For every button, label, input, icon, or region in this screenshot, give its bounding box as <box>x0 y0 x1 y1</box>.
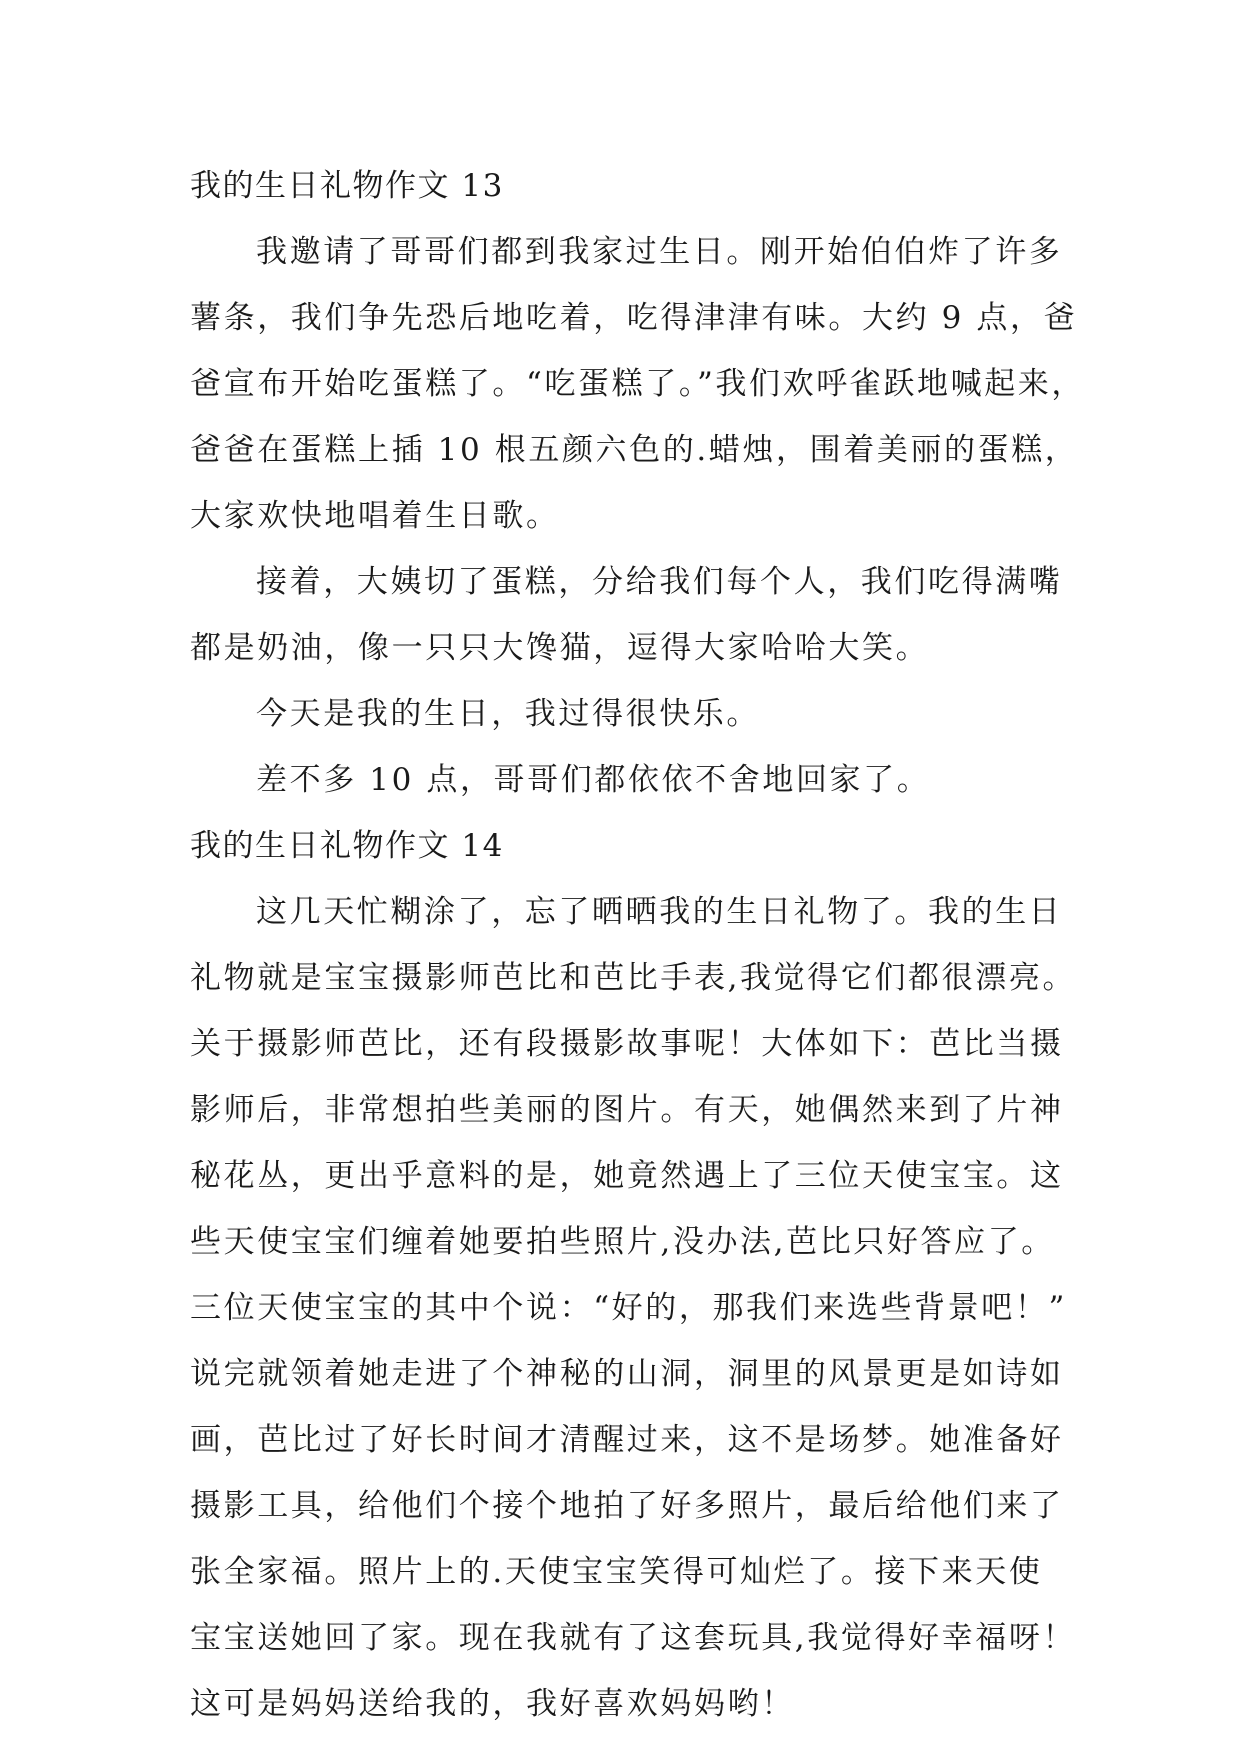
text-line: 秘花丛，更出乎意料的是，她竟然遇上了三位天使宝宝。这 <box>190 1158 1064 1194</box>
essay-title: 我的生日礼物作文 13 <box>190 168 504 204</box>
essay-text <box>190 158 1085 1742</box>
text-line: 摄影工具，给他们个接个地拍了好多照片，最后给他们来了 <box>190 1488 1064 1524</box>
text-line: 这几天忙糊涂了，忘了晒晒我的生日礼物了。我的生日 <box>256 894 1063 930</box>
text-line: 今天是我的生日，我过得很快乐。 <box>256 696 760 732</box>
text-line: 张全家福。照片上的.天使宝宝笑得可灿烂了。接下来天使 <box>190 1554 1043 1590</box>
text-line: 差不多 10 点，哥哥们都依依不舍地回家了。 <box>256 762 931 798</box>
text-line: 礼物就是宝宝摄影师芭比和芭比手表,我觉得它们都很漂亮。 <box>190 960 1077 996</box>
essay-title: 我的生日礼物作文 14 <box>190 828 504 864</box>
text-line: 这可是妈妈送给我的，我好喜欢妈妈哟！ <box>190 1686 795 1722</box>
text-line: 影师后，非常想拍些美丽的图片。有天，她偶然来到了片神 <box>190 1092 1064 1128</box>
text-line: 宝宝送她回了家。现在我就有了这套玩具,我觉得好幸福呀！ <box>190 1620 1077 1656</box>
text-line: 爸爸在蛋糕上插 10 根五颜六色的.蜡烛，围着美丽的蛋糕， <box>190 432 1079 468</box>
text-line: 大家欢快地唱着生日歌。 <box>190 498 560 534</box>
text-line: 三位天使宝宝的其中个说：“好的，那我们来选些背景吧！” <box>190 1290 1067 1326</box>
text-line: 关于摄影师芭比，还有段摄影故事呢！大体如下：芭比当摄 <box>190 1026 1064 1062</box>
text-line: 说完就领着她走进了个神秘的山洞，洞里的风景更是如诗如 <box>190 1356 1064 1392</box>
text-line: 爸宣布开始吃蛋糕了。“吃蛋糕了。”我们欢呼雀跃地喊起来， <box>190 366 1085 402</box>
text-line: 接着，大姨切了蛋糕，分给我们每个人，我们吃得满嘴 <box>256 564 1063 600</box>
text-line: 些天使宝宝们缠着她要拍些照片,没办法,芭比只好答应了。 <box>190 1224 1055 1260</box>
text-line: 我邀请了哥哥们都到我家过生日。刚开始伯伯炸了许多 <box>256 234 1063 270</box>
text-line: 画，芭比过了好长时间才清醒过来，这不是场梦。她准备好 <box>190 1422 1064 1458</box>
text-line: 薯条，我们争先恐后地吃着，吃得津津有味。大约 9 点，爸 <box>190 300 1078 336</box>
text-line: 都是奶油，像一只只大馋猫，逗得大家哈哈大笑。 <box>190 630 930 666</box>
